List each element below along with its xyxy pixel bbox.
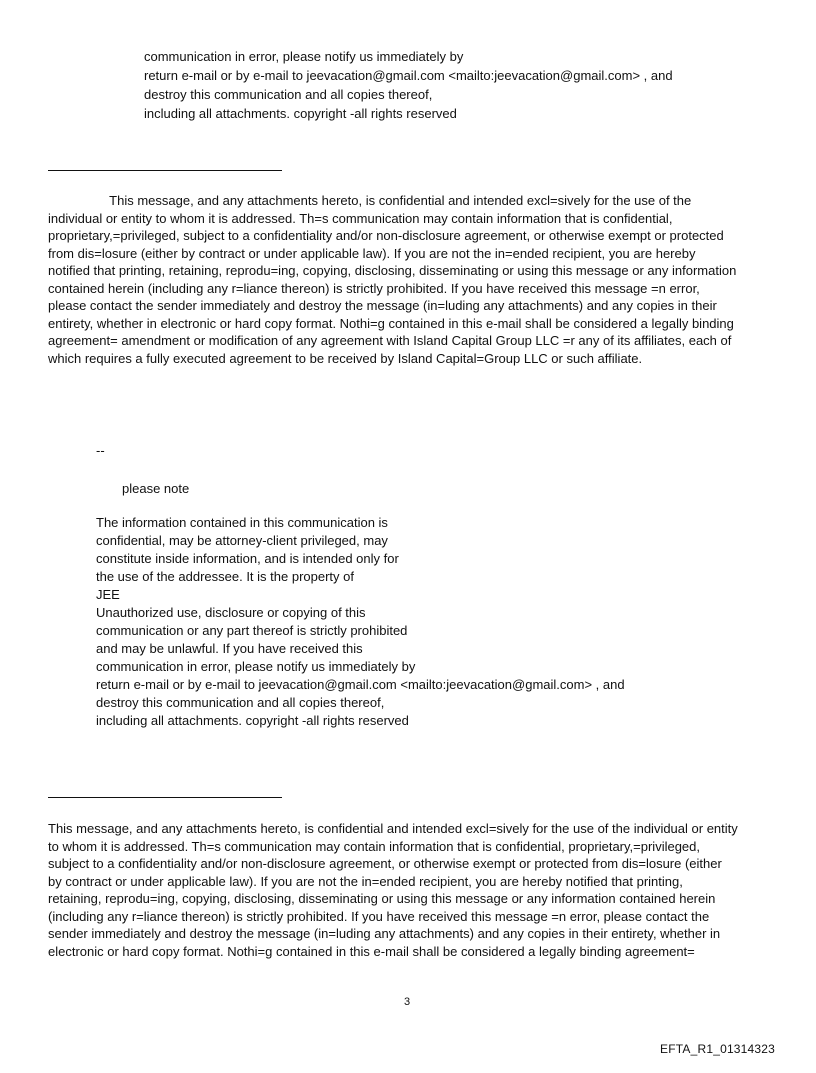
text-line: from dis=losure (either by contract or under applicable law). If you are not the in=ended recipient, you are hereby [48,245,696,261]
text-line: including all attachments. copyright -all rights reserved [144,106,457,121]
page-number: 3 [404,996,411,1008]
text-line: This message, and any attachments hereto, is confidential and intended excl=sively for the use of the individual or entity [48,821,738,836]
text-line: to whom it is addressed. Th=s communication may contain information that is confidential, proprietary,=privileged, [48,838,701,854]
text-line: return e-mail or by e-mail to jeevacation@gmail.com <mailto:jeevacation@gmail.com> , and [96,677,625,692]
text-line: by contract or under applicable law). If you are not the in=ended recipient, you are hereby notified that printing, [48,873,683,889]
text-line: return e-mail or by e-mail to jeevacation@gmail.com <mailto:jeevacation@gmail.com> , and [144,68,673,83]
text-line: sender immediately and destroy the message (in=luding any attachments) and any copies in their entirety, whether in [48,926,721,941]
text-line: constitute inside information, and is intended only for [96,551,399,566]
text-line: the use of the addressee. It is the property of [96,569,354,584]
text-line: destroy this communication and all copies thereof, [144,87,433,102]
text-line: confidential, may be attorney-client privileged, may [96,533,388,548]
text-line: notified that printing, retaining, reprodu=ing, copying, disclosing, disseminating or using this message or any information [48,263,737,278]
text-line: retaining, reprodu=ing, copying, disclosing, disseminating or using this message or any information contained herein [48,891,716,906]
text-line: communication in error, please notify us immediately by [144,49,464,64]
text-line: Unauthorized use, disclosure or copying of this [96,605,366,620]
text-line: and may be unlawful. If you have received this [96,641,363,656]
text-line: agreement= amendment or modification of any agreement with Island Capital Group LLC =r any of its affiliates, each of [48,333,732,348]
text-line: communication or any part thereof is strictly prohibited [96,623,408,638]
text-line: communication in error, please notify us immediately by [96,659,416,674]
text-line: electronic or hard copy format. Nothi=g contained in this e-mail shall be considered a legally binding agreement= [48,943,695,959]
separator-rule [48,170,282,171]
text-line: JEE [96,587,120,602]
text-line: contained herein (including any r=liance thereon) is strictly prohibited. If you have received this message =n error, [48,280,700,296]
text-line: entirety, whether in electronic or hard copy format. Nothi=g contained in this e-mail shall be considered a legally binding [48,315,734,331]
text-line: destroy this communication and all copies thereof, [96,695,385,710]
text-line: please contact the sender immediately and destroy the message (in=luding any attachments) and any copies in their [48,298,717,313]
text-line: proprietary,=privileged, subject to a confidentiality and/or non-disclosure agreement, or otherwise exempt or protected [48,228,724,243]
separator-rule [48,797,282,798]
text-line: including all attachments. copyright -all rights reserved [96,713,409,728]
text-line: (including any r=liance thereon) is strictly prohibited. If you have received this message =n error, please contact the [48,908,710,924]
text-line: subject to a confidentiality and/or non-disclosure agreement, or otherwise exempt or protected from dis=losure (either [48,856,722,871]
text-line: individual or entity to whom it is addressed. Th=s communication may contain information that is confidential, [48,210,673,226]
text-line: which requires a fully executed agreement to be received by Island Capital=Group LLC or such affiliate. [48,350,643,366]
text-line: The information contained in this communication is [96,515,388,530]
text-line: This message, and any attachments hereto, is confidential and intended excl=sively for the use of the [48,193,692,208]
signature-dash: -- [96,443,105,458]
document-id: EFTA_R1_01314323 [660,1042,776,1056]
please-note-heading: please note [122,481,190,496]
